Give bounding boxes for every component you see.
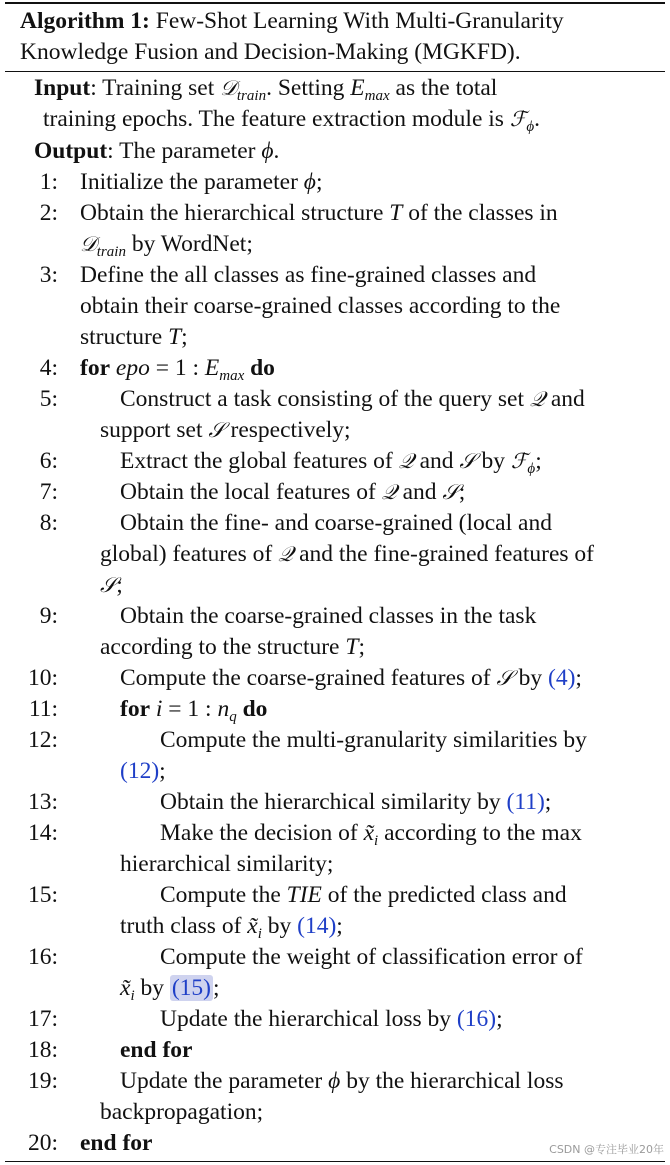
step-number: 6:: [39, 448, 58, 474]
step-7: Obtain the local features of 𝒬 and 𝒮;: [120, 479, 466, 505]
top-rule: [5, 2, 665, 4]
step-number: 19:: [27, 1068, 58, 1094]
equation-link-14[interactable]: (14): [297, 913, 337, 939]
step-8-line-1: Obtain the fine- and coarse-grained (local and: [120, 510, 552, 536]
step-12-line-1: Compute the multi-granularity similarities by: [160, 727, 587, 753]
step-19-line-2: backpropagation;: [100, 1099, 264, 1125]
input-label: Input: [34, 75, 91, 101]
step-5-line-2: support set 𝒮 respectively;: [100, 417, 351, 443]
step-number: 8:: [39, 510, 58, 536]
step-number: 5:: [39, 386, 58, 412]
step-6: Extract the global features of 𝒬 and 𝒮 by ℱ$_\phi$;: [120, 448, 542, 477]
step-number: 2:: [39, 200, 58, 226]
step-2-line-2: 𝒟$_{train}$ by WordNet;: [80, 231, 253, 260]
step-5-line-1: Construct a task consisting of the query set 𝒬 and: [120, 386, 585, 412]
step-16-line-1: Compute the weight of classification error of: [160, 944, 583, 970]
step-4: for epo = 1 : $E_{max}$ do: [80, 355, 275, 384]
step-10: Compute the coarse-grained features of 𝒮 by (4);: [120, 665, 582, 691]
step-11: for i = 1 : $n_q$ do: [120, 696, 268, 725]
step-number: 16:: [27, 944, 58, 970]
title-text-1: Few-Shot Learning With Multi-Granularity: [155, 8, 564, 34]
algorithm-label: Algorithm 1:: [20, 8, 150, 34]
bottom-rule: [5, 1161, 665, 1162]
step-number: 1:: [39, 169, 58, 195]
step-number: 9:: [39, 603, 58, 629]
step-number: 13:: [27, 789, 58, 815]
output-label: Output: [34, 138, 108, 164]
step-8-line-3: 𝒮;: [100, 572, 123, 598]
step-number: 14:: [27, 820, 58, 846]
equation-link-11[interactable]: (11): [506, 789, 545, 815]
step-14-line-1: Make the decision of $x̃_i$ according to the max: [160, 820, 582, 849]
input-line-2: training epochs. The feature extraction module is ℱ$_\phi$.: [43, 106, 540, 135]
step-number: 20:: [27, 1130, 58, 1156]
step-2-line-1: Obtain the hierarchical structure T of the classes in: [80, 200, 558, 226]
step-16-line-2: $x̃_i$ by (15);: [120, 975, 220, 1004]
step-9-line-1: Obtain the coarse-grained classes in the task: [120, 603, 537, 629]
step-number: 4:: [39, 355, 58, 381]
step-number: 7:: [39, 479, 58, 505]
step-number: 18:: [27, 1037, 58, 1063]
step-14-line-2: hierarchical similarity;: [120, 851, 334, 877]
step-9-line-2: according to the structure T;: [100, 634, 365, 660]
input-line-1: Input: Training set 𝒟$_{train}$. Setting $E_{max}$ as the total: [34, 75, 498, 104]
step-15-line-1: Compute the TIE of the predicted class and: [160, 882, 567, 908]
watermark: CSDN @专注毕业20年: [549, 1143, 664, 1156]
algorithm-title: [20, 6, 660, 68]
output-line: Output: The parameter ϕ.: [34, 138, 280, 164]
step-number: 10:: [27, 665, 58, 691]
step-number: 11:: [28, 696, 58, 722]
step-19-line-1: Update the parameter ϕ by the hierarchical loss: [120, 1068, 564, 1094]
step-3-line-1: Define the all classes as fine-grained classes and: [80, 262, 537, 288]
step-12-line-2: (12);: [120, 758, 166, 784]
step-17: Update the hierarchical loss by (16);: [160, 1006, 503, 1032]
equation-link-16[interactable]: (16): [456, 1006, 497, 1032]
equation-link-12[interactable]: (12): [120, 758, 160, 784]
step-3-line-2: obtain their coarse-grained classes according to the: [80, 293, 561, 319]
step-3-line-3: structure T;: [80, 324, 188, 350]
step-20: end for: [80, 1130, 153, 1156]
step-15-line-2: truth class of $x̃_i$ by (14);: [120, 913, 343, 942]
step-13: Obtain the hierarchical similarity by (11);: [160, 789, 552, 815]
step-8-line-2: global) features of 𝒬 and the fine-grained features of: [100, 541, 595, 567]
equation-link-15[interactable]: (15): [171, 975, 212, 1001]
step-1: Initialize the parameter ϕ;: [80, 169, 323, 195]
step-number: 17:: [27, 1006, 58, 1032]
step-18: end for: [120, 1037, 193, 1063]
step-number: 12:: [27, 727, 58, 753]
header-rule: [5, 71, 665, 72]
step-number: 3:: [39, 262, 58, 288]
title-text-2: Knowledge Fusion and Decision-Making (MGKFD).: [20, 39, 521, 65]
equation-link-4[interactable]: (4): [548, 665, 576, 691]
step-number: 15:: [27, 882, 58, 908]
